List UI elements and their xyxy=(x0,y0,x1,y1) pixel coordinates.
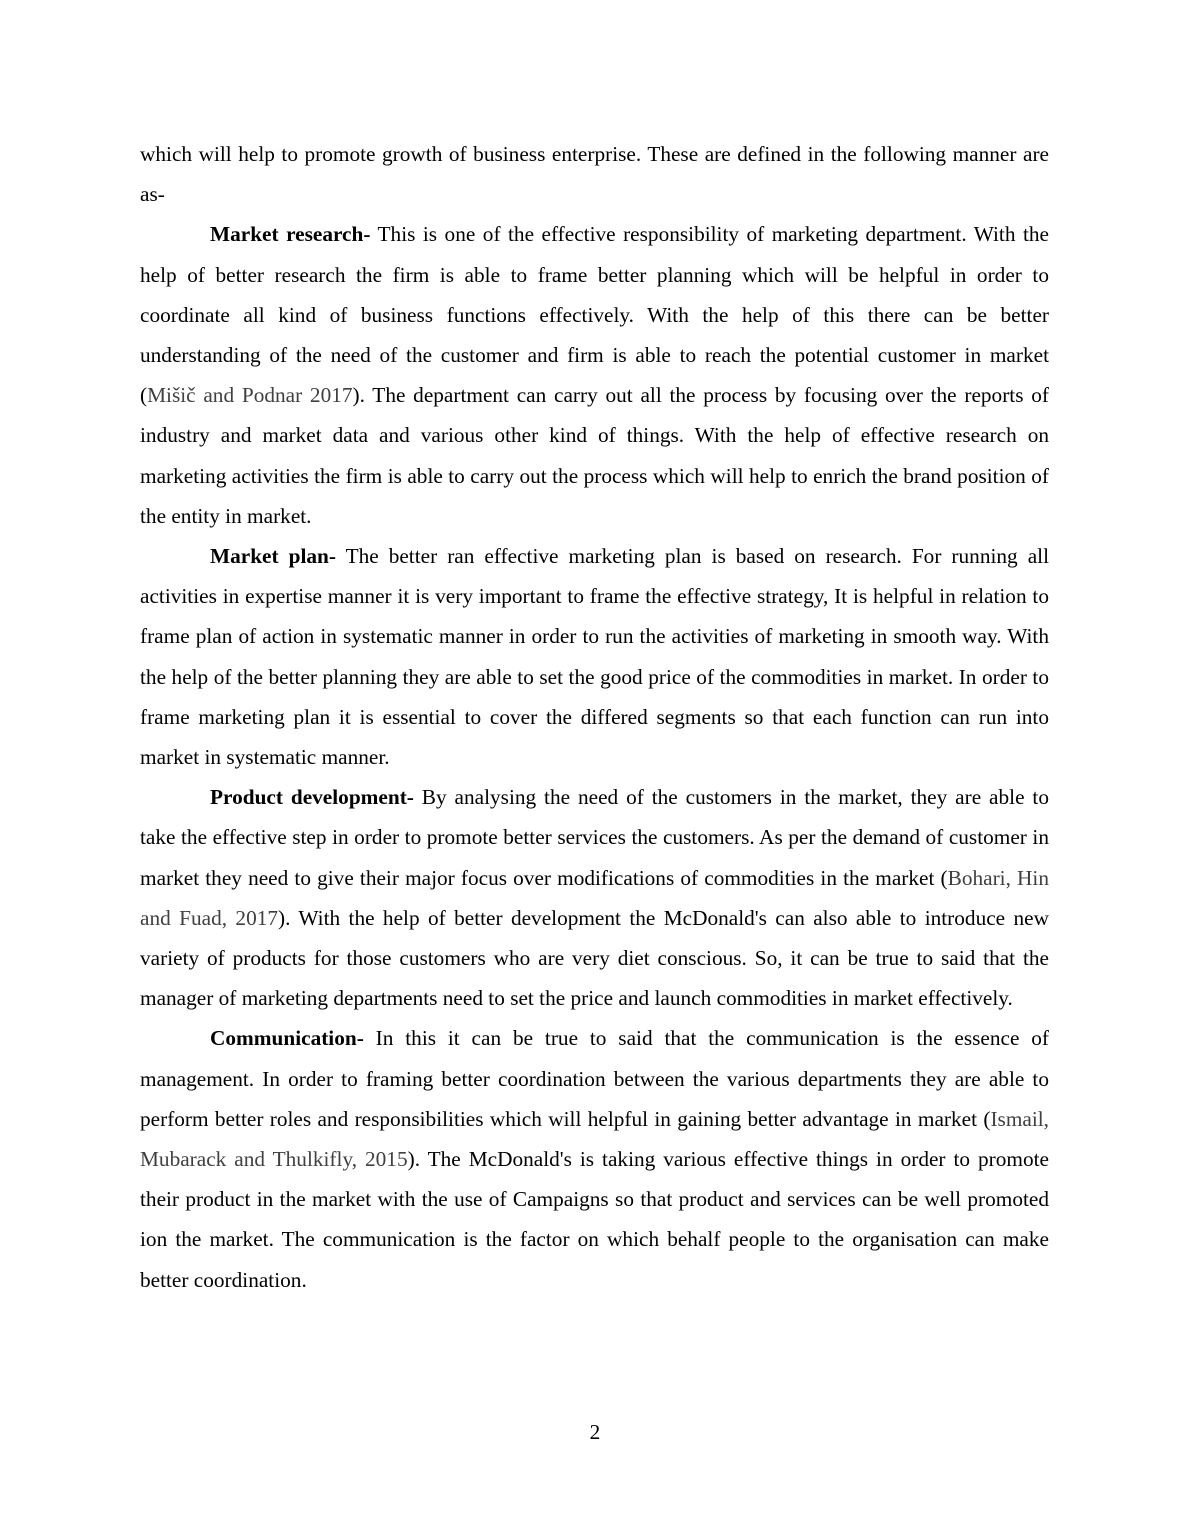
section-text: The better ran effective marketing plan is based on research. For running all activities in expertise manner it is very important to frame the effective strategy, It is helpful in relation to frame plan of action in systematic manner in order to run the activities of marketing in smooth way. With the help of the better planning they are able to set the good price of the commodities in market. In order to frame marketing plan it is essential to cover the differed segments so that each function can run into market in systematic manner. xyxy=(140,544,1049,770)
intro-paragraph xyxy=(140,134,1049,214)
page-number: 2 xyxy=(589,1420,601,1444)
section-market-plan xyxy=(140,536,1049,777)
section-heading: Product development- xyxy=(210,785,414,810)
document-body xyxy=(140,134,1049,1300)
section-heading: Communication- xyxy=(210,1026,364,1051)
section-text: ). The department can carry out all the process by focusing over the reports of industry and market data and various other kind of things. With the help of effective research on marketing activities the firm is able to carry out the process which will help to enrich the brand position of the entity in market. xyxy=(140,383,1049,528)
section-text: By analysing the need of the customers in the market, they are able to take the effective step in order to promote better services the customers. As per the demand of customer in market they need to give their major focus over modifications of commodities in the market ( xyxy=(140,785,1049,890)
citation: Ismail, Mubarack and Thulkifly, 2015 xyxy=(140,1106,1049,1172)
section-text: In this it can be true to said that the communication is the essence of management. In order to framing better coordination between the various departments they are able to perform better roles and responsibilities which will helpful in gaining better advantage in market ( xyxy=(140,1026,1049,1131)
section-text: ). The McDonald's is taking various effective things in order to promote their product in the market with the use of Campaigns so that product and services can be well promoted ion the market. The communication is the factor on which behalf people to the organisation can make better coordination. xyxy=(140,1147,1049,1292)
section-text: ). With the help of better development the McDonald's can also able to introduce new variety of products for those customers who are very diet conscious. So, it can be true to said that the manager of marketing departments need to set the price and launch commodities in market effectively. xyxy=(140,905,1049,1011)
section-heading: Market research- xyxy=(210,222,371,247)
section-market-research xyxy=(140,214,1049,536)
intro-text: which will help to promote growth of business enterprise. These are defined in the following manner are as- xyxy=(140,142,1049,207)
section-communication xyxy=(140,1018,1049,1299)
section-heading: Market plan- xyxy=(210,544,336,569)
citation: Mišič and Podnar 2017 xyxy=(147,383,353,408)
section-text: This is one of the effective responsibility of marketing department. With the help of better research the firm is able to frame better planning which will be helpful in order to coordinate all kind of business functions effectively. With the help of this there can be better understanding of the need of the customer and firm is able to reach the potential customer in market ( xyxy=(140,222,1049,408)
citation: Bohari, Hin and Fuad, 2017 xyxy=(140,865,1049,930)
section-product-development xyxy=(140,777,1049,1018)
